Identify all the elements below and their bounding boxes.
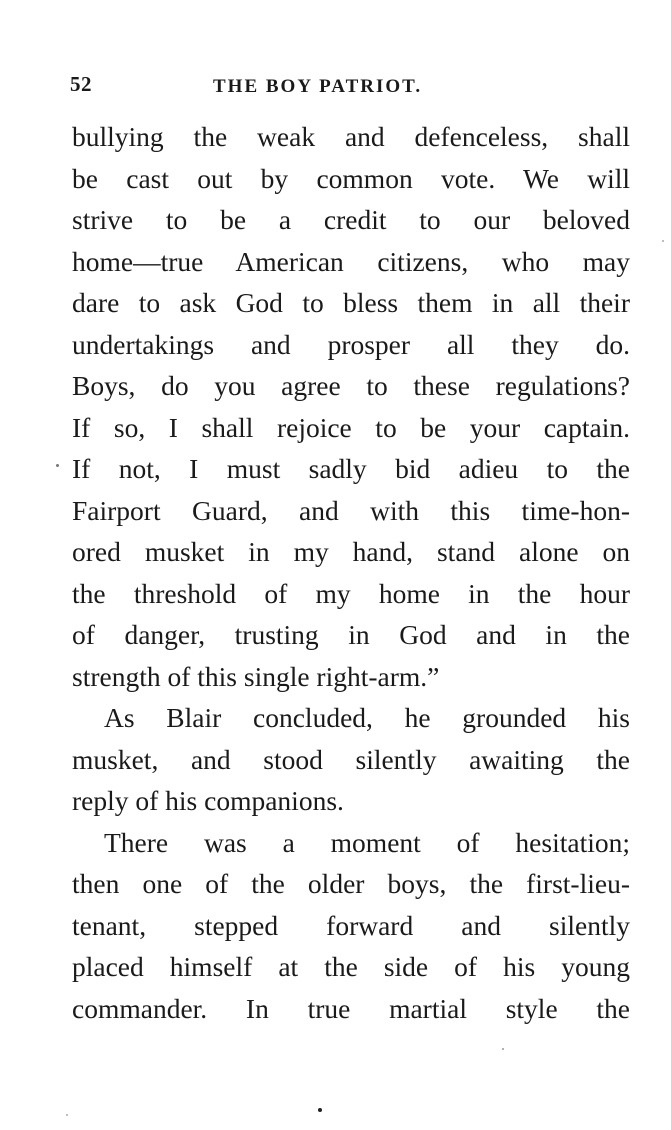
page-number: 52 <box>70 72 92 96</box>
running-head <box>70 72 630 102</box>
text-line: the threshold of my home in the hour <box>72 577 630 609</box>
print-speck <box>56 464 59 467</box>
text-line: placed himself at the side of his young <box>72 951 630 982</box>
print-speck <box>318 1108 322 1112</box>
text-line: Boys, do you agree to these regulations? <box>72 370 630 401</box>
text-line: Fairport Guard, and with this time-hon- <box>72 494 630 526</box>
print-speck <box>66 1114 68 1116</box>
text-line: If so, I shall rejoice to be your captain. <box>72 411 630 443</box>
paragraph <box>72 697 630 822</box>
text-line: As Blair concluded, he grounded his <box>104 702 630 733</box>
paragraph <box>72 822 630 1030</box>
body-text <box>72 116 630 1029</box>
text-line: home—true American citizens, who may <box>72 245 630 277</box>
text-line: There was a moment of hesitation; <box>104 826 630 858</box>
text-line: be cast out by common vote. We will <box>72 162 630 194</box>
text-line: musket, and stood silently awaiting the <box>72 743 630 775</box>
text-line: dare to ask God to bless them in all their <box>72 287 630 318</box>
paragraph <box>72 116 630 697</box>
print-speck <box>502 1048 504 1050</box>
text-line: undertakings and prosper all they do. <box>72 328 630 360</box>
print-speck <box>662 240 664 242</box>
running-title: THE BOY PATRIOT. <box>213 76 423 97</box>
text-line: tenant, stepped forward and silently <box>72 909 630 941</box>
text-line: strive to be a credit to our beloved <box>72 204 630 235</box>
text-line: of danger, trusting in God and in the <box>72 619 630 650</box>
text-line: ored musket in my hand, stand alone on <box>72 536 630 567</box>
text-line: reply of his companions. <box>72 785 344 816</box>
text-line: strength of this single right-arm.” <box>72 660 440 692</box>
text-line: commander. In true martial style the <box>72 992 630 1024</box>
text-line: then one of the older boys, the first-lieu- <box>72 868 630 899</box>
text-line: bullying the weak and defenceless, shall <box>72 121 630 152</box>
text-line: If not, I must sadly bid adieu to the <box>72 453 630 484</box>
